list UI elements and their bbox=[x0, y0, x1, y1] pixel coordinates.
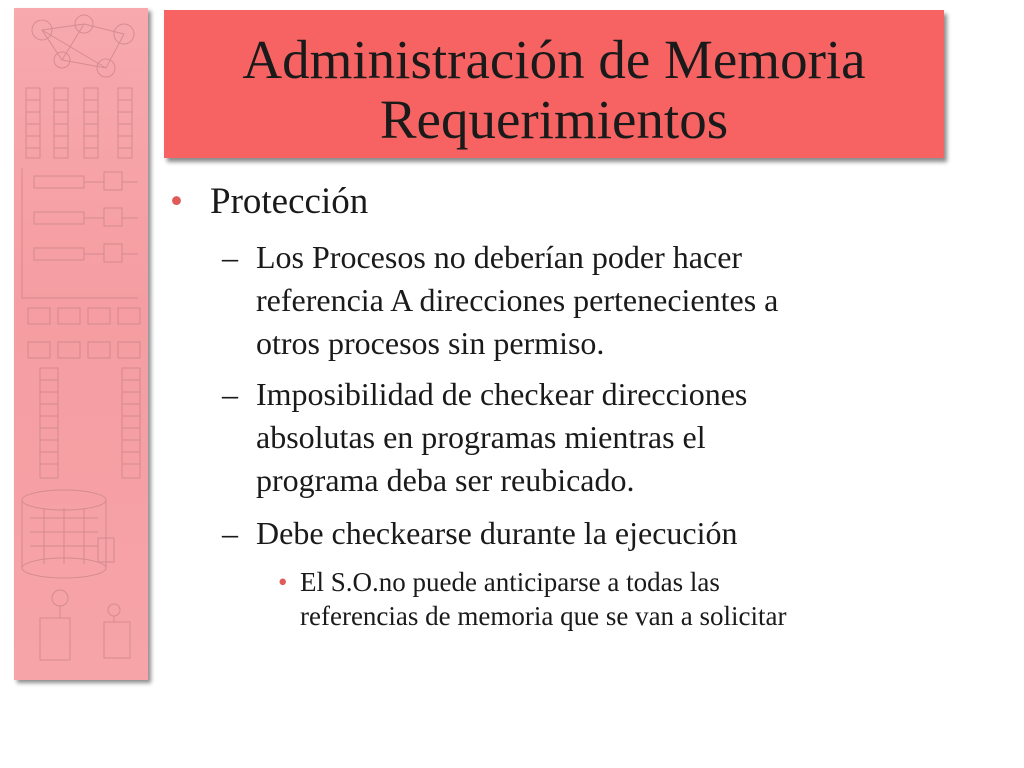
bullet-protection: Protección bbox=[210, 181, 369, 222]
sub-bullet-2-line-3: programa deba ser reubicado. bbox=[256, 462, 635, 498]
bullet-marker: • bbox=[170, 181, 183, 222]
sub-bullet-2-line-1: Imposibilidad de checkear direcciones bbox=[256, 376, 748, 412]
slide-title: Administración de Memoria bbox=[242, 29, 866, 90]
dash-marker: – bbox=[222, 239, 238, 275]
sub-bullet-3-line-1: Debe checkearse durante la ejecución bbox=[256, 515, 738, 551]
dash-marker: – bbox=[222, 376, 238, 412]
slide-subtitle: Requerimientos bbox=[379, 89, 729, 150]
sub-sub-bullet-line-2: referencias de memoria que se van a solicitar bbox=[300, 601, 787, 631]
sub-bullet-1-line-1: Los Procesos no deberían poder hacer bbox=[256, 239, 743, 275]
sub-bullet-1-line-2: referencia A direcciones pertenecientes a bbox=[256, 282, 779, 318]
dash-marker: – bbox=[222, 515, 238, 551]
sub-bullet-1-line-3: otros procesos sin permiso. bbox=[256, 325, 605, 361]
sub-sub-bullet-line-1: El S.O.no puede anticiparse a todas las bbox=[300, 567, 720, 597]
bullet-marker: • bbox=[278, 567, 288, 597]
sub-bullet-2-line-2: absolutas en programas mientras el bbox=[256, 419, 706, 455]
